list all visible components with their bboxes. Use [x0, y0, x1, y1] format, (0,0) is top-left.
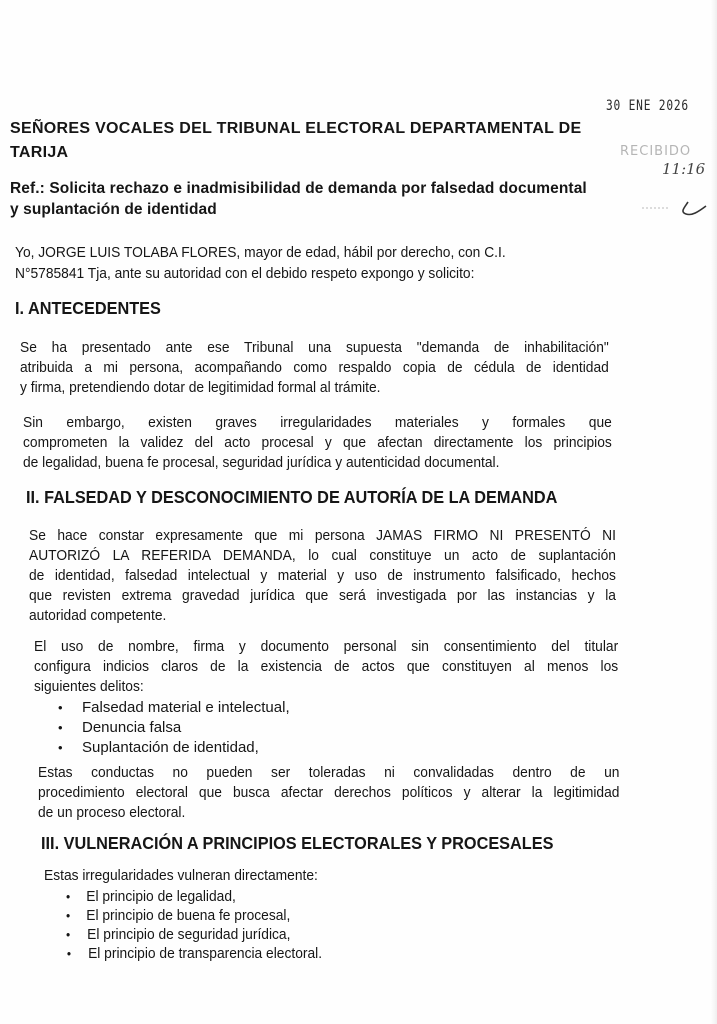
text-line: y firma, pretendiendo dotar de legitimidad formal al trámite.	[20, 379, 381, 396]
text-line: que revisten extrema gravedad jurídica que será investigada por las instancias y la	[29, 587, 616, 604]
section-1-paragraph-1	[20, 338, 660, 398]
section-2-paragraph-2	[34, 637, 669, 697]
text-line: de identidad, falsedad intelectual y material y uso de instrumento falsificado, hechos	[29, 567, 616, 584]
text-line: El uso de nombre, firma y documento personal sin consentimiento del titular	[34, 638, 619, 655]
text-line: atribuida a mi persona, acompañando como respaldo copia de cédula de identidad	[20, 359, 609, 376]
bullet-icon: •	[66, 927, 71, 942]
page-edge-shadow	[711, 0, 717, 1024]
bullet-icon: •	[58, 720, 63, 735]
section-title-vulneracion: III. VULNERACIÓN A PRINCIPIOS ELECTORALES Y PROCESALES	[41, 833, 554, 853]
text-line: AUTORIZÓ LA REFERIDA DEMANDA, lo cual constituye un acto de suplantación	[29, 547, 616, 564]
text-line: de un proceso electoral.	[38, 804, 186, 821]
bullet-icon: •	[66, 946, 72, 961]
offenses-list	[58, 698, 290, 758]
stamp-received: RECIBIDO	[620, 144, 692, 159]
bullet-icon: •	[58, 700, 63, 715]
addressee-line-2: TARIJA	[10, 144, 69, 161]
signature-scrawl-icon	[640, 200, 710, 220]
reference-line-2: y suplantación de identidad	[10, 201, 217, 218]
bullet-icon: •	[66, 889, 71, 904]
list-item: • Denuncia falsa	[58, 719, 182, 736]
text-line: Estas conductas no pueden ser toleradas ni convalidadas dentro de un	[38, 764, 620, 781]
section-3-paragraph-1: Estas irregularidades vulneran directamente:	[44, 867, 318, 884]
section-2-paragraph-3	[38, 763, 670, 823]
text-line: Se ha presentado ante ese Tribunal una supuesta "demanda de inhabilitación"	[20, 339, 609, 356]
principles-list	[66, 887, 322, 963]
text-line: configura indicios claros de la existencia de actos que constituyen al menos los	[34, 658, 619, 675]
text-line: comprometen la validez del acto procesal y que afectan directamente los principios	[23, 434, 612, 451]
stamp-time-handwritten: 11:16	[662, 160, 706, 178]
text-line: autoridad competente.	[29, 607, 167, 624]
bullet-icon: •	[66, 908, 71, 923]
section-2-paragraph-1	[29, 526, 667, 626]
list-item: • El principio de buena fe procesal,	[66, 907, 291, 924]
list-item: • Suplantación de identidad,	[58, 739, 259, 756]
section-title-falsedad: II. FALSEDAD Y DESCONOCIMIENTO DE AUTORÍA DE LA DEMANDA	[26, 487, 558, 507]
bullet-icon: •	[58, 740, 63, 755]
text-line: Sin embargo, existen graves irregularidades materiales y formales que	[23, 414, 612, 431]
text-line: procedimiento electoral que busca afectar derechos políticos y alterar la legitimidad	[38, 784, 620, 801]
list-item: • El principio de seguridad jurídica,	[66, 926, 291, 943]
reference-line-1: Ref.: Solicita rechazo e inadmisibilidad de demanda por falsedad documental	[10, 180, 587, 197]
text-line: Se hace constar expresamente que mi persona JAMAS FIRMO NI PRESENTÓ NI	[29, 527, 616, 544]
list-item: • El principio de transparencia electoral.	[66, 945, 323, 962]
list-item: • El principio de legalidad,	[66, 888, 236, 905]
text-line: siguientes delitos:	[34, 678, 144, 695]
section-1-paragraph-2	[23, 413, 663, 473]
list-item: • Falsedad material e intelectual,	[58, 699, 290, 716]
section-title-antecedentes: I. ANTECEDENTES	[15, 298, 161, 318]
addressee-line-1: SEÑORES VOCALES DEL TRIBUNAL ELECTORAL DEPARTAMENTAL DE	[10, 120, 582, 137]
text-line: de legalidad, buena fe procesal, seguridad jurídica y autenticidad documental.	[23, 454, 500, 471]
intro-line-2: N°5785841 Tja, ante su autoridad con el debido respeto expongo y solicito:	[15, 265, 475, 282]
intro-line-1: Yo, JORGE LUIS TOLABA FLORES, mayor de edad, hábil por derecho, con C.I.	[15, 244, 506, 261]
stamp-date: 30 ENE 2026	[606, 98, 689, 114]
